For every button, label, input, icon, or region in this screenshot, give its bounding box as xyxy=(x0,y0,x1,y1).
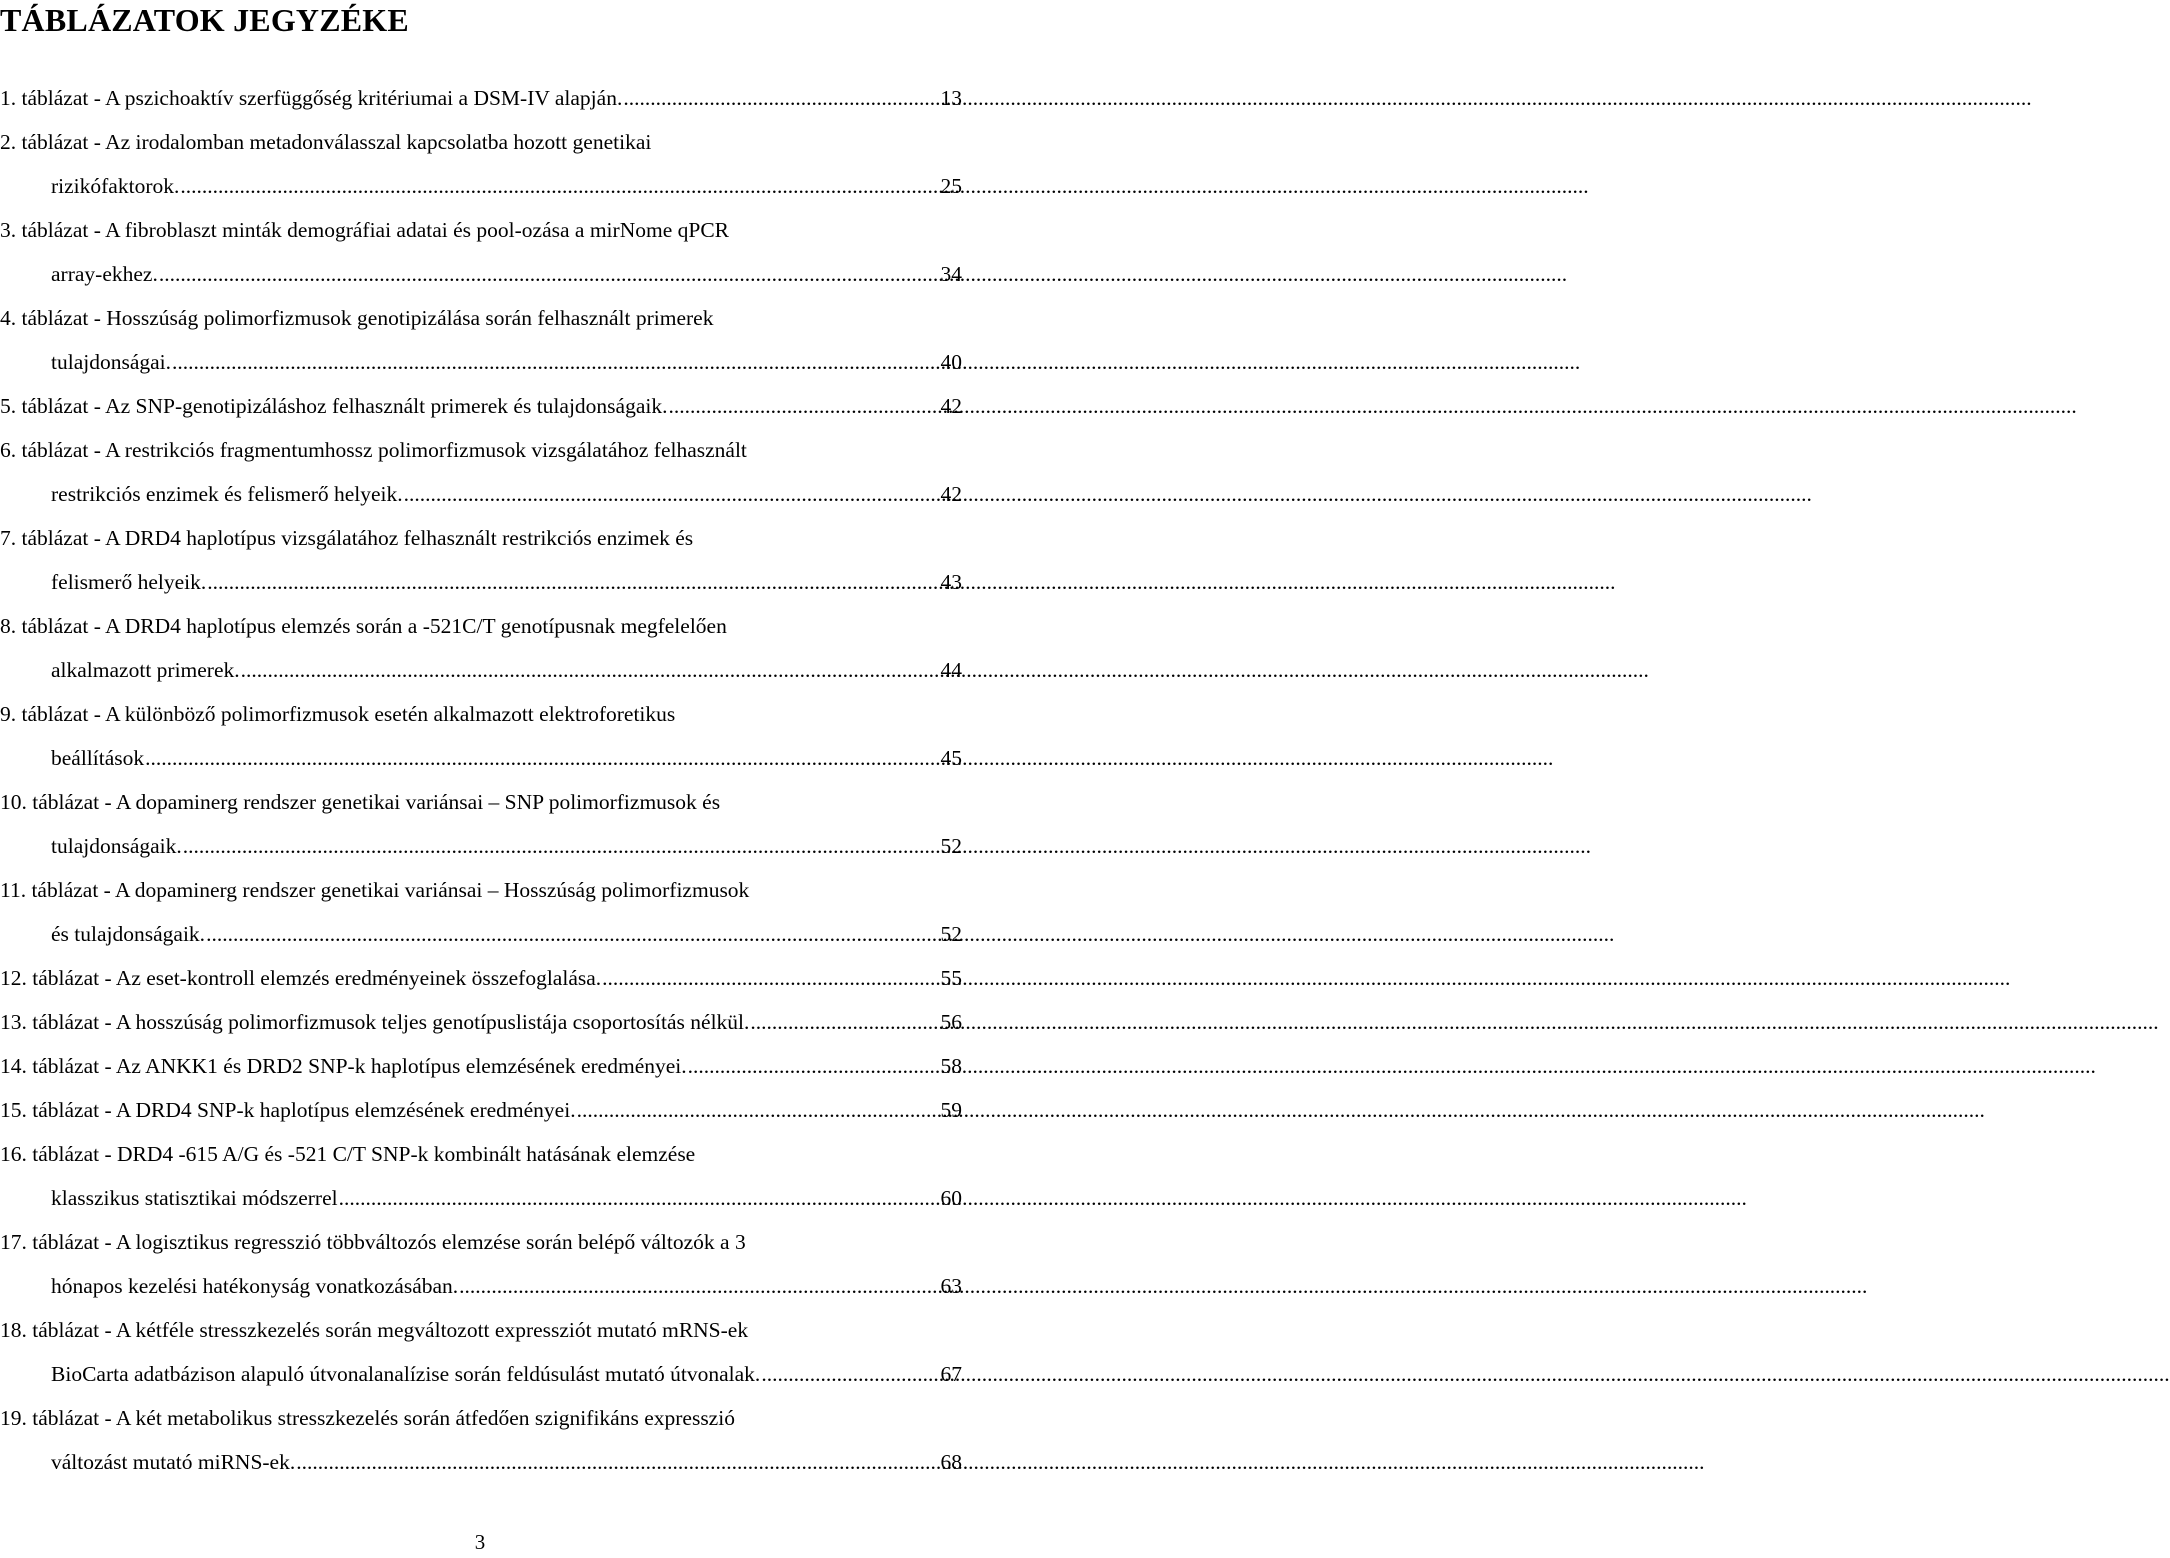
toc-entry-page-number: 44 xyxy=(940,658,962,682)
toc-entry-line xyxy=(0,296,962,340)
toc-entry-page-number: 42 xyxy=(940,394,962,418)
toc-entry-text: restrikciós enzimek és felismerő helyeik. xyxy=(51,482,403,506)
toc-entry-text: és tulajdonságaik. xyxy=(51,922,206,946)
toc-entry-text: 19. táblázat - A két metabolikus stresszkezelés során átfedően szignifikáns expresszió xyxy=(0,1406,735,1430)
toc-entry[interactable] xyxy=(0,428,962,516)
dot-leader xyxy=(577,1088,939,1132)
toc-entry-page-number: 25 xyxy=(940,174,962,198)
toc-entry[interactable] xyxy=(0,1044,962,1088)
dot-leader xyxy=(668,384,938,428)
toc-entry-page-number: 63 xyxy=(940,1274,962,1298)
toc-entry-line xyxy=(0,1220,962,1264)
toc-entry-page-number: 40 xyxy=(940,350,962,374)
toc-entry-text: array-ekhez. xyxy=(51,262,158,286)
toc-entry-continuation xyxy=(0,560,962,604)
toc-entry-continuation xyxy=(0,648,962,692)
toc-entry-page-number: 43 xyxy=(940,570,962,594)
toc-entry-text: alkalmazott primerek. xyxy=(51,658,240,682)
dot-leader xyxy=(296,1440,938,1484)
toc-entry-text: felismerő helyeik. xyxy=(51,570,207,594)
toc-entry-text: 6. táblázat - A restrikciós fragmentumhossz polimorfizmusok vizsgálatához felhasznált xyxy=(0,438,747,462)
page-number: 3 xyxy=(474,1530,486,1554)
toc-entry-continuation xyxy=(0,1264,962,1308)
dot-leader xyxy=(172,340,938,384)
dot-leader xyxy=(404,472,939,516)
dot-leader xyxy=(180,164,938,208)
toc-entry-text: 11. táblázat - A dopaminerg rendszer genetikai variánsai – Hosszúság polimorfizmusok xyxy=(0,878,750,902)
toc-entry[interactable] xyxy=(0,296,962,384)
toc-entry[interactable] xyxy=(0,780,962,868)
toc-entry[interactable] xyxy=(0,692,962,780)
toc-entry-continuation xyxy=(0,912,962,956)
toc-entry-line xyxy=(0,1088,962,1132)
toc-entry-line xyxy=(0,1044,962,1088)
dot-leader xyxy=(750,1000,938,1044)
toc-entry-page-number: 52 xyxy=(940,834,962,858)
toc-entry-text: rizikófaktorok. xyxy=(51,174,180,198)
dot-leader xyxy=(688,1044,939,1088)
toc-entry[interactable] xyxy=(0,1308,962,1396)
toc-entry-page-number: 68 xyxy=(940,1450,962,1474)
toc-entry[interactable] xyxy=(0,1088,962,1132)
toc-entry-line xyxy=(0,76,962,120)
toc-entry-text: 15. táblázat - A DRD4 SNP-k haplotípus elemzésének eredményei. xyxy=(0,1098,576,1122)
toc-entry[interactable] xyxy=(0,516,962,604)
toc-entry-text: hónapos kezelési hatékonyság vonatkozásában. xyxy=(51,1274,459,1298)
dot-leader xyxy=(206,912,938,956)
toc-entry-text: tulajdonságaik. xyxy=(51,834,182,858)
dot-leader xyxy=(159,252,939,296)
toc-entry-line xyxy=(0,516,962,560)
toc-entry-text: 1. táblázat - A pszichoaktív szerfüggőség kritériumai a DSM-IV alapján. xyxy=(0,86,623,110)
toc-entry-continuation xyxy=(0,340,962,384)
toc-entry[interactable] xyxy=(0,1220,962,1308)
page-title: TÁBLÁZATOK JEGYZÉKE xyxy=(0,2,409,38)
toc-entry-text: BioCarta adatbázison alapuló útvonalanalízise során feldúsulást mutató útvonalak. xyxy=(51,1362,761,1386)
dot-leader xyxy=(602,956,938,1000)
toc-entry-continuation xyxy=(0,252,962,296)
toc-entry-line xyxy=(0,956,962,1000)
dot-leader xyxy=(207,560,938,604)
toc-entry-page-number: 42 xyxy=(940,482,962,506)
toc-entry[interactable] xyxy=(0,956,962,1000)
toc-entry-text: 7. táblázat - A DRD4 haplotípus vizsgálatához felhasznált restrikciós enzimek és xyxy=(0,526,694,550)
toc-entry-text: klasszikus statisztikai módszerrel xyxy=(51,1186,338,1210)
table-of-tables xyxy=(0,76,962,1484)
toc-entry-text: 17. táblázat - A logisztikus regresszió többváltozós elemzése során belépő változók a 3 xyxy=(0,1230,746,1254)
toc-entry-text: 3. táblázat - A fibroblaszt minták demográfiai adatai és pool-ozása a mirNome qPCR xyxy=(0,218,729,242)
toc-entry-continuation xyxy=(0,1352,962,1396)
toc-entry-continuation xyxy=(0,164,962,208)
toc-entry-line xyxy=(0,428,962,472)
toc-entry-text: 8. táblázat - A DRD4 haplotípus elemzés során a -521C/T genotípusnak megfelelően xyxy=(0,614,727,638)
toc-entry-line xyxy=(0,1308,962,1352)
toc-entry-page-number: 13 xyxy=(940,86,962,110)
toc-entry[interactable] xyxy=(0,1000,962,1044)
toc-entry-text: 12. táblázat - Az eset-kontroll elemzés eredményeinek összefoglalása. xyxy=(0,966,602,990)
toc-entry[interactable] xyxy=(0,1396,962,1484)
toc-entry-page-number: 67 xyxy=(940,1362,962,1386)
toc-entry-text: 9. táblázat - A különböző polimorfizmusok esetén alkalmazott elektroforetikus xyxy=(0,702,676,726)
toc-entry-line xyxy=(0,1396,962,1440)
toc-entry-page-number: 34 xyxy=(940,262,962,286)
toc-entry-line xyxy=(0,1000,962,1044)
toc-entry-text: 13. táblázat - A hosszúság polimorfizmusok teljes genotípuslistája csoportosítás nélkül. xyxy=(0,1010,750,1034)
toc-entry-text: 4. táblázat - Hosszúság polimorfizmusok genotipizálása során felhasznált primerek xyxy=(0,306,714,330)
dot-leader xyxy=(145,736,938,780)
toc-entry-line xyxy=(0,120,962,164)
toc-entry-text: 5. táblázat - Az SNP-genotipizáláshoz felhasznált primerek és tulajdonságaik. xyxy=(0,394,668,418)
toc-entry[interactable] xyxy=(0,868,962,956)
toc-entry-text: 14. táblázat - Az ANKK1 és DRD2 SNP-k haplotípus elemzésének eredményei. xyxy=(0,1054,687,1078)
toc-entry-line xyxy=(0,868,962,912)
toc-entry-line xyxy=(0,208,962,252)
toc-entry[interactable] xyxy=(0,604,962,692)
toc-entry-page-number: 60 xyxy=(940,1186,962,1210)
toc-entry[interactable] xyxy=(0,384,962,428)
toc-entry[interactable] xyxy=(0,1132,962,1220)
toc-entry-text: 2. táblázat - Az irodalomban metadonválasszal kapcsolatba hozott genetikai xyxy=(0,130,652,154)
toc-entry-text: 10. táblázat - A dopaminerg rendszer genetikai variánsai – SNP polimorfizmusok és xyxy=(0,790,721,814)
toc-entry-continuation xyxy=(0,736,962,780)
dot-leader xyxy=(241,648,939,692)
toc-entry[interactable] xyxy=(0,76,962,120)
toc-entry[interactable] xyxy=(0,120,962,208)
dot-leader xyxy=(623,76,938,120)
toc-entry-continuation xyxy=(0,1440,962,1484)
toc-entry-page-number: 56 xyxy=(940,1010,962,1034)
toc-entry[interactable] xyxy=(0,208,962,296)
dot-leader xyxy=(459,1264,938,1308)
dot-leader xyxy=(761,1352,938,1396)
toc-entry-continuation xyxy=(0,824,962,868)
dot-leader xyxy=(339,1176,939,1220)
toc-entry-text: tulajdonságai. xyxy=(51,350,172,374)
toc-entry-page-number: 59 xyxy=(940,1098,962,1122)
toc-entry-line xyxy=(0,692,962,736)
toc-entry-text: 18. táblázat - A kétféle stresszkezelés során megváltozott expressziót mutató mRNS-ek xyxy=(0,1318,749,1342)
toc-entry-page-number: 58 xyxy=(940,1054,962,1078)
document-page xyxy=(0,0,960,1558)
dot-leader xyxy=(183,824,939,868)
toc-entry-line xyxy=(0,1132,962,1176)
toc-entry-page-number: 52 xyxy=(940,922,962,946)
toc-entry-text: változást mutató miRNS-ek. xyxy=(51,1450,296,1474)
toc-entry-text: 16. táblázat - DRD4 -615 A/G és -521 C/T SNP-k kombinált hatásának elemzése xyxy=(0,1142,696,1166)
toc-entry-line xyxy=(0,604,962,648)
toc-entry-continuation xyxy=(0,472,962,516)
toc-entry-line xyxy=(0,384,962,428)
toc-entry-text: beállítások xyxy=(51,746,145,770)
toc-entry-page-number: 55 xyxy=(940,966,962,990)
toc-entry-continuation xyxy=(0,1176,962,1220)
toc-entry-page-number: 45 xyxy=(940,746,962,770)
toc-entry-line xyxy=(0,780,962,824)
